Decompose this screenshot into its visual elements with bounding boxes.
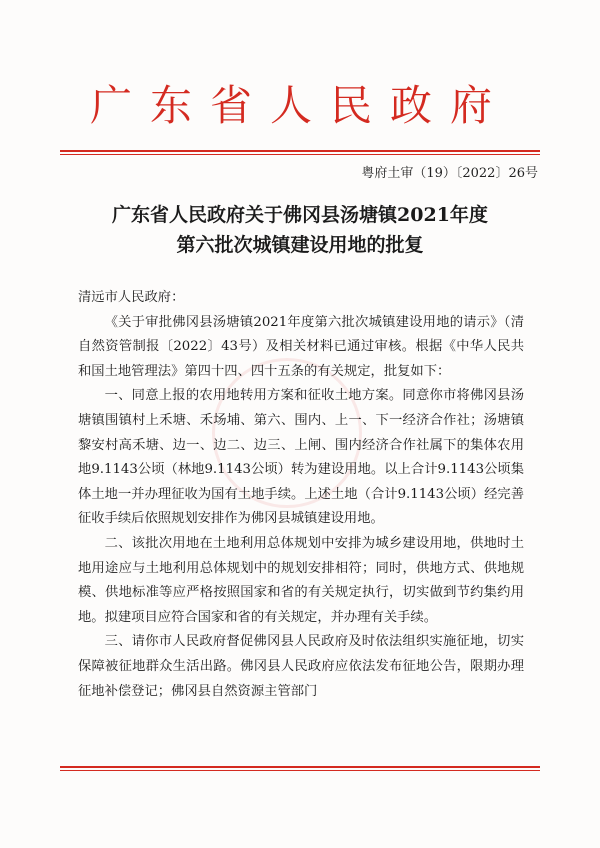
paragraph-item-2: 二、该批次用地在土地利用总体规划中安排为城乡建设用地，供地时土地用途应与土地利用总体规划中的规划安排相符；同时，供地方式、供地规模、供地标准等应严格按照国家和省的有关规定执行，切实做到节约集约用地。拟建项目应符合国家和省的有关规定，并办理有关手续。 [78,535,524,625]
header-rule-thick [60,150,540,152]
title-line-2: 第六批次城镇建设用地的批复 [176,234,424,256]
title-line-1: 广东省人民政府关于佛冈县汤塘镇2021年度 [112,204,488,226]
document-number: 粤府土审（19）〔2022〕26号 [361,166,538,181]
document-title [0,200,600,260]
paragraph-intro: 《关于审批佛冈县汤塘镇2021年度第六批次城镇建设用地的请示》（清自然资管制报〔2022〕43号）及相关材料已通过审核。根据《中华人民共和国土地管理法》第四十四、四十五条的有关规定，批复如下： [78,314,524,379]
issuer-header: 广东省人民政府 [89,81,510,130]
footer-rule-thick [60,766,540,768]
document-body [78,286,524,704]
header-rule-thin [60,154,540,155]
paragraph-item-1: 一、同意上报的农用地转用方案和征收土地方案。同意你市将佛冈县汤塘镇围镇村上禾塘、禾场埔、第六、围内、上一、下一经济合作社；汤塘镇黎安村高禾塘、边一、边二、边三、上闸、围内经济合作社属下的集体农用地9.1143公顷（林地9.1143公顷）转为建设用地。以上合计9.1143公顷集体土地一并办理征收为国有土地手续。上述土地（合计9.1143公顷）经完善征收手续后依照规划安排作为佛冈县城镇建设用地。 [78,388,524,527]
salutation: 清远市人民政府： [78,290,185,305]
paragraph-item-3: 三、请你市人民政府督促佛冈县人民政府及时依法组织实施征地，切实保障被征地群众生活出路。佛冈县人民政府应依法发布征地公告，限期办理征地补偿登记；佛冈县自然资源主管部门 [78,634,524,699]
footer-rule-thin [60,770,540,771]
